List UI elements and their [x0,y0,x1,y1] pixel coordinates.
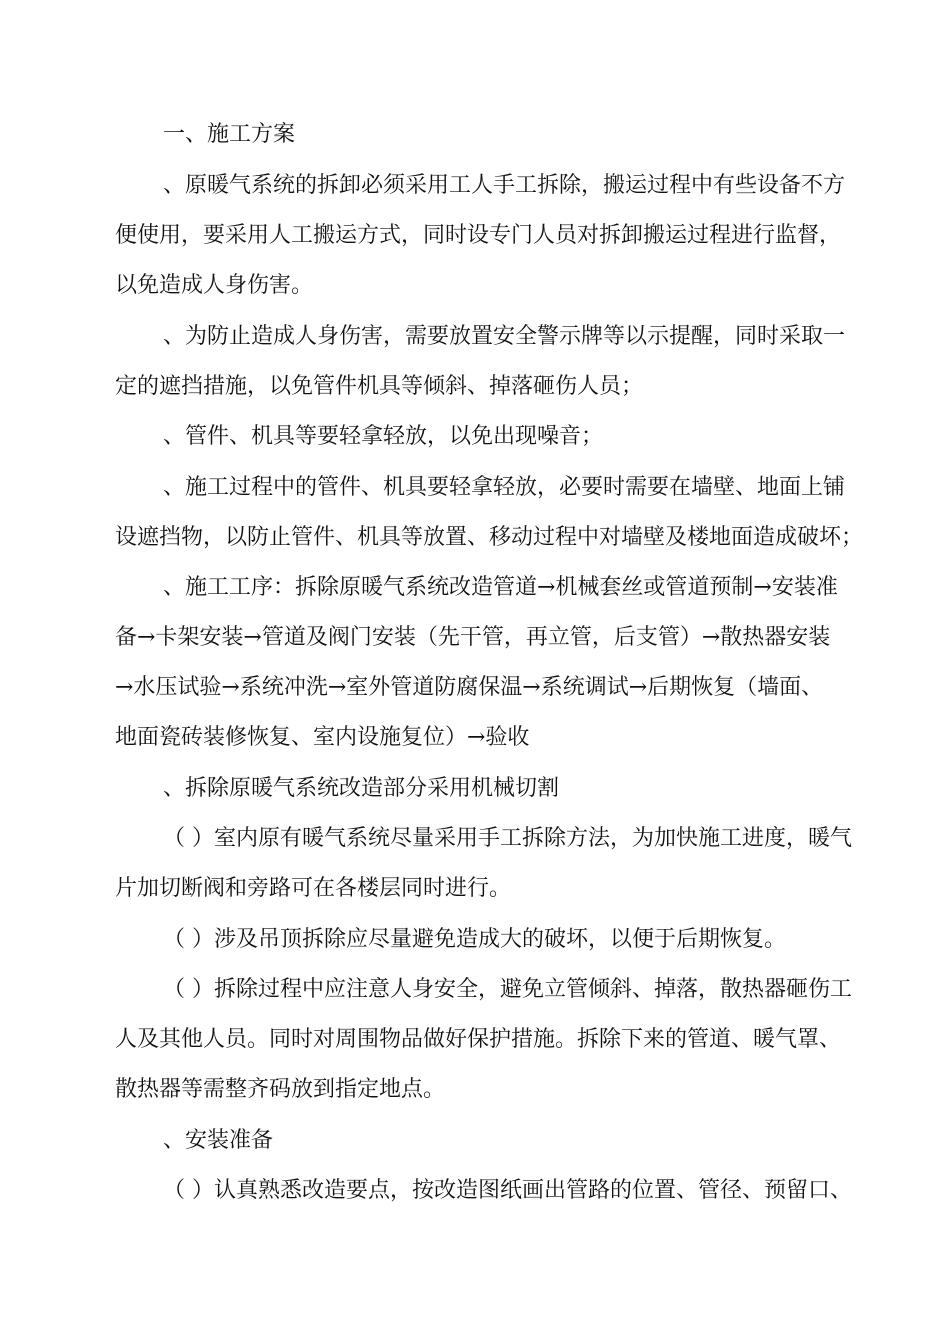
paragraph-line: 便使用，要采用人工搬运方式，同时设专门人员对拆卸搬运过程进行监督， [115,223,842,248]
paragraph-line: →水压试验→系统冲洗→室外管道防腐保温→系统调试→后期恢复（墙面、 [115,675,824,700]
paragraph-line: （ ）拆除过程中应注意人身安全，避免立管倾斜、掉落，散热器砸伤工 [163,977,852,1002]
paragraph-line: （ ）室内原有暖气系统尽量采用手工拆除方法，为加快施工进度，暖气 [163,826,852,851]
paragraph-line: 备→卡架安装→管道及阀门安装（先干管，再立管，后支管）→散热器安装 [115,625,831,650]
paragraph-line: 散热器等需整齐码放到指定地点。 [115,1077,446,1102]
paragraph-line: 、施工工序：拆除原暖气系统改造管道→机械套丝或管道预制→安装准 [163,575,838,600]
paragraph-line: 、原暖气系统的拆卸必须采用工人手工拆除，搬运过程中有些设备不方 [163,173,846,198]
paragraph-line: 地面瓷砖装修恢复、室内设施复位）→验收 [115,725,530,750]
paragraph-line: 片加切断阀和旁路可在各楼层同时进行。 [115,876,512,901]
paragraph-line: 定的遮挡措施，以免管件机具等倾斜、掉落砸伤人员； [115,374,644,399]
paragraph-line: 、拆除原暖气系统改造部分采用机械切割 [163,776,560,801]
paragraph-line: 、安装准备 [163,1128,274,1153]
paragraph-line: 设遮挡物，以防止管件、机具等放置、移动过程中对墙壁及楼地面造成破坏； [115,525,864,550]
paragraph-line: （ ）涉及吊顶拆除应尽量避免造成大的破坏，以便于后期恢复。 [163,927,786,952]
section-heading: 一、施工方案 [163,122,296,147]
paragraph-line: 人及其他人员。同时对周围物品做好保护措施。拆除下来的管道、暖气罩、 [115,1027,842,1052]
paragraph-line: （ ）认真熟悉改造要点，按改造图纸画出管路的位置、管径、预留口、 [163,1178,852,1203]
paragraph-line: 、为防止造成人身伤害，需要放置安全警示牌等以示提醒，同时采取一 [163,324,846,349]
paragraph-line: 、管件、机具等要轻拿轻放，以免出现噪音； [163,424,604,449]
paragraph-line: 、施工过程中的管件、机具要轻拿轻放，必要时需要在墙壁、地面上铺 [163,475,846,500]
paragraph-line: 以免造成人身伤害。 [115,273,314,298]
